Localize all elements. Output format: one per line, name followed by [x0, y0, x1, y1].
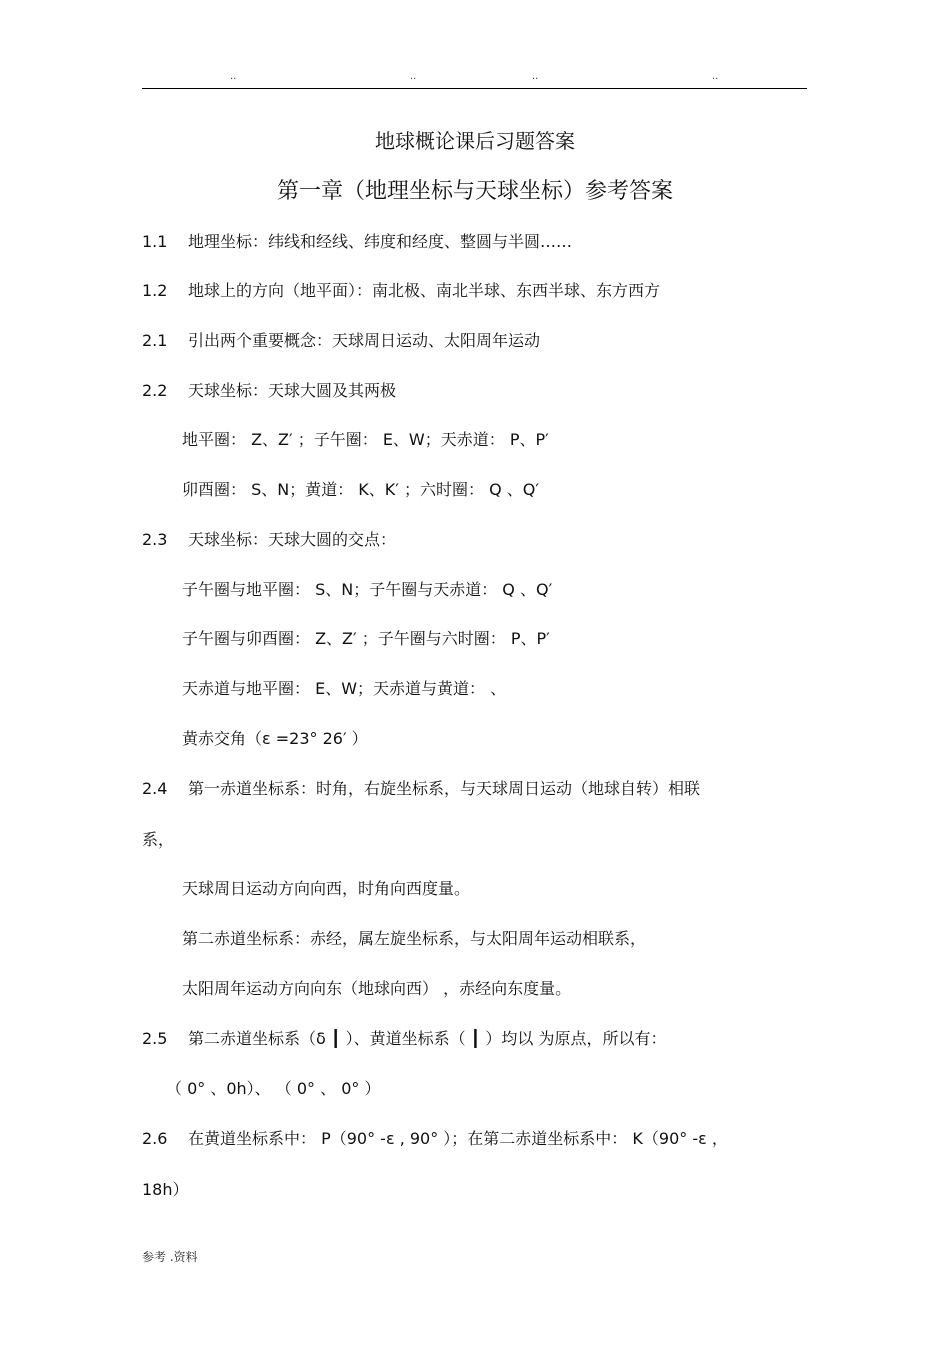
item-number: 2.4 [142, 779, 168, 798]
answer-subline: 地平圈： Z、Z′ ；子午圈： E、W；天赤道： P、P′ [182, 430, 549, 449]
item-number: 1.2 [142, 281, 168, 300]
item-text: 第一赤道坐标系：时角，右旋坐标系，与天球周日运动（地球自转）相联 [188, 779, 701, 798]
item-text: 在黄道坐标系中： P（90° -ε , 90° ）；在第二赤道坐标系中： K（90° -ε ， [188, 1129, 728, 1148]
answer-subline: 第二赤道坐标系：赤经，属左旋坐标系，与太阳周年运动相联系， [182, 929, 647, 948]
item-number: 2.3 [142, 530, 168, 549]
header-mark: .. [712, 71, 719, 82]
answer-continuation: 系， [142, 830, 175, 849]
answer-line [142, 378, 396, 404]
item-text: 地球上的方向（地平面）：南北极、南北半球、东西半球、东方西方 [188, 281, 661, 300]
answer-subline: 子午圈与卯酉圈： Z、Z′ ；子午圈与六时圈： P、P′ [182, 629, 550, 648]
item-number: 2.1 [142, 331, 168, 350]
chapter-title: 第一章（地理坐标与天球坐标）参考答案 [276, 179, 673, 204]
header-mark: .. [410, 71, 417, 82]
item-number: 2.2 [142, 381, 168, 400]
item-text: 天球坐标：天球大圆及其两极 [188, 381, 397, 400]
answer-continuation: 18h） [142, 1180, 189, 1199]
header-mark: .. [532, 71, 539, 82]
page-header [142, 70, 807, 90]
header-mark: .. [230, 71, 237, 82]
item-number: 1.1 [142, 232, 168, 251]
answer-subline: 天赤道与地平圈： E、W；天赤道与黄道： 、 [182, 679, 507, 698]
item-text: 第二赤道坐标系（δ ┃ ）、黄道坐标系（ ┃ ）均以 为原点，所以有： [188, 1029, 667, 1048]
header-rule [142, 88, 807, 89]
document-title: 地球概论课后习题答案 [375, 129, 575, 153]
answer-subline: 黄赤交角（ε =23° 26′ ） [182, 729, 368, 748]
answer-subline: （ 0° 、0h）、 （ 0° 、 0° ） [166, 1079, 381, 1098]
answer-line [142, 229, 572, 255]
answer-subline: 太阳周年运动方向向东（地球向西） ，赤经向东度量。 [182, 979, 572, 998]
answer-line [142, 328, 540, 354]
answer-subline: 卯酉圈： S、N；黄道： K、K′ ；六时圈： Q 、Q′ [182, 480, 539, 499]
answer-line [142, 1026, 667, 1052]
item-text: 地理坐标：纬线和经线、纬度和经度、整圆与半圆…… [188, 232, 573, 251]
answer-line [142, 1126, 728, 1152]
answer-line [142, 527, 396, 553]
item-text: 天球坐标：天球大圆的交点： [188, 530, 397, 549]
item-text: 引出两个重要概念：天球周日运动、太阳周年运动 [188, 331, 541, 350]
answer-subline: 天球周日运动方向向西，时角向西度量。 [182, 879, 471, 898]
item-number: 2.5 [142, 1029, 168, 1048]
page-footer: 参考 .资料 [142, 1250, 198, 1264]
answer-line [142, 776, 700, 802]
answer-subline: 子午圈与地平圈： S、N；子午圈与天赤道： Q 、Q′ [182, 580, 553, 599]
answer-line [142, 278, 660, 304]
item-number: 2.6 [142, 1129, 168, 1148]
